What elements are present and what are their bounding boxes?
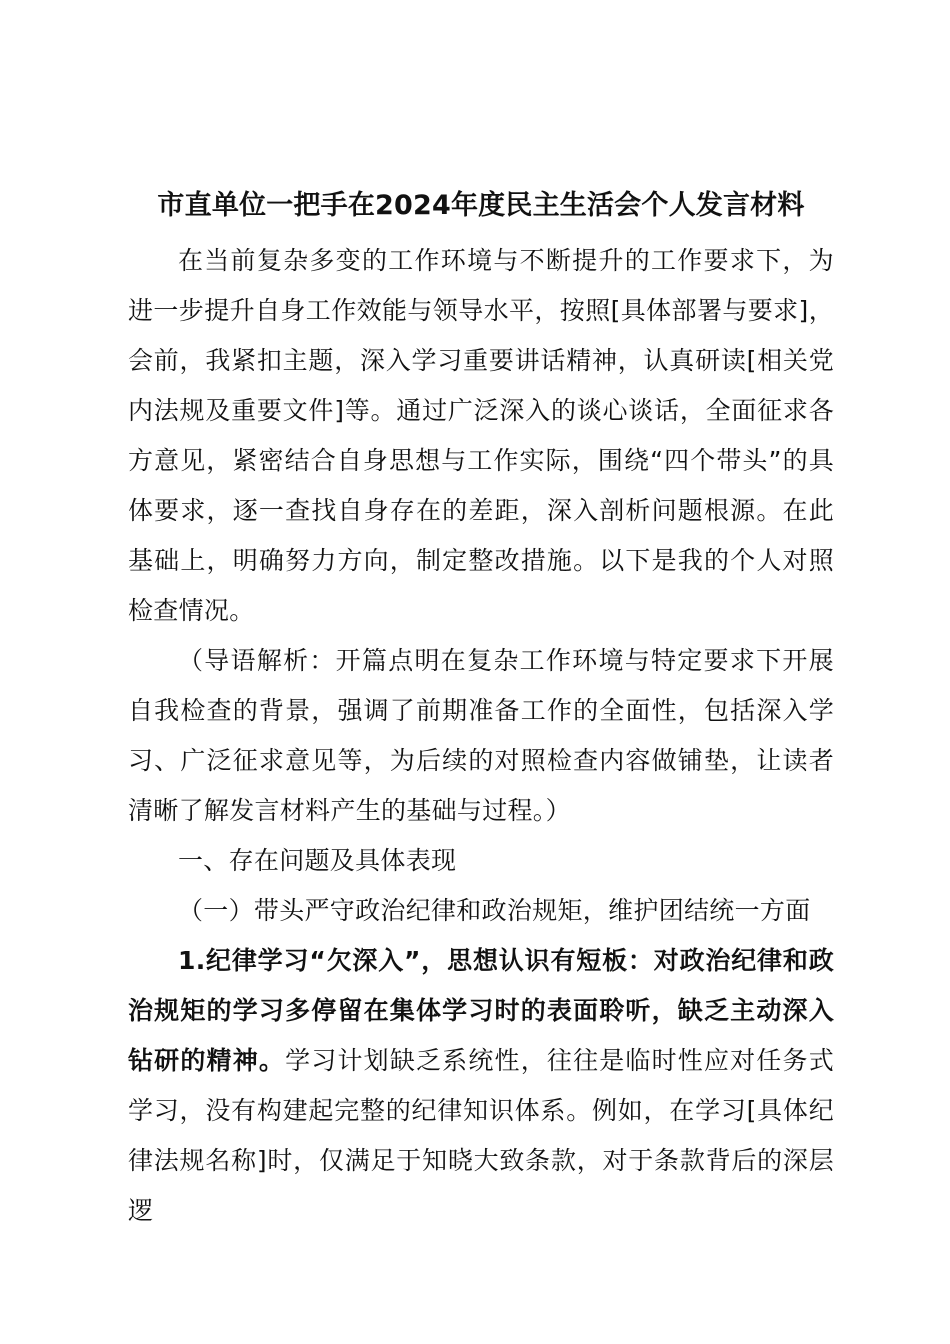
point-paragraph	[128, 936, 834, 1236]
subsection-heading: （一）带头严守政治纪律和政治规矩，维护团结统一方面	[178, 896, 811, 925]
document-title: 市直单位一把手在2024年度民主生活会个人发言材料	[157, 190, 805, 221]
intro-paragraph: 在当前复杂多变的工作环境与不断提升的工作要求下，为进一步提升自身工作效能与领导水平，按照[具体部署与要求]，会前，我紧扣主题，深入学习重要讲话精神，认真研读[相关党内法规及重要文件]等。通过广泛深入的谈心谈话，全面征求各方意见，紧密结合自身思想与工作实际，围绕“四个带头”的具体要求，逐一查找自身存在的差距，深入剖析问题根源。在此基础上，明确努力方向，制定整改措施。以下是我的个人对照检查情况。	[128, 246, 834, 625]
document-page	[128, 186, 834, 1236]
point-lead-bold: 1.纪律学习“欠深入”，思想认识有短板：对政治纪律和政治规矩的学习多停留在集体学习时的表面聆听，缺乏主动深入钻研的精神。	[128, 946, 834, 1075]
analysis-paragraph: （导语解析：开篇点明在复杂工作环境与特定要求下开展自我检查的背景，强调了前期准备工作的全面性，包括深入学习、广泛征求意见等，为后续的对照检查内容做铺垫，让读者清晰了解发言材料产生的基础与过程。）	[128, 646, 834, 825]
point-body-text: 学习计划缺乏系统性，往往是临时性应对任务式学习，没有构建起完整的纪律知识体系。例如，在学习[具体纪律法规名称]时，仅满足于知晓大致条款，对于条款背后的深层逻	[128, 1046, 834, 1225]
section-heading: 一、存在问题及具体表现	[178, 846, 457, 875]
